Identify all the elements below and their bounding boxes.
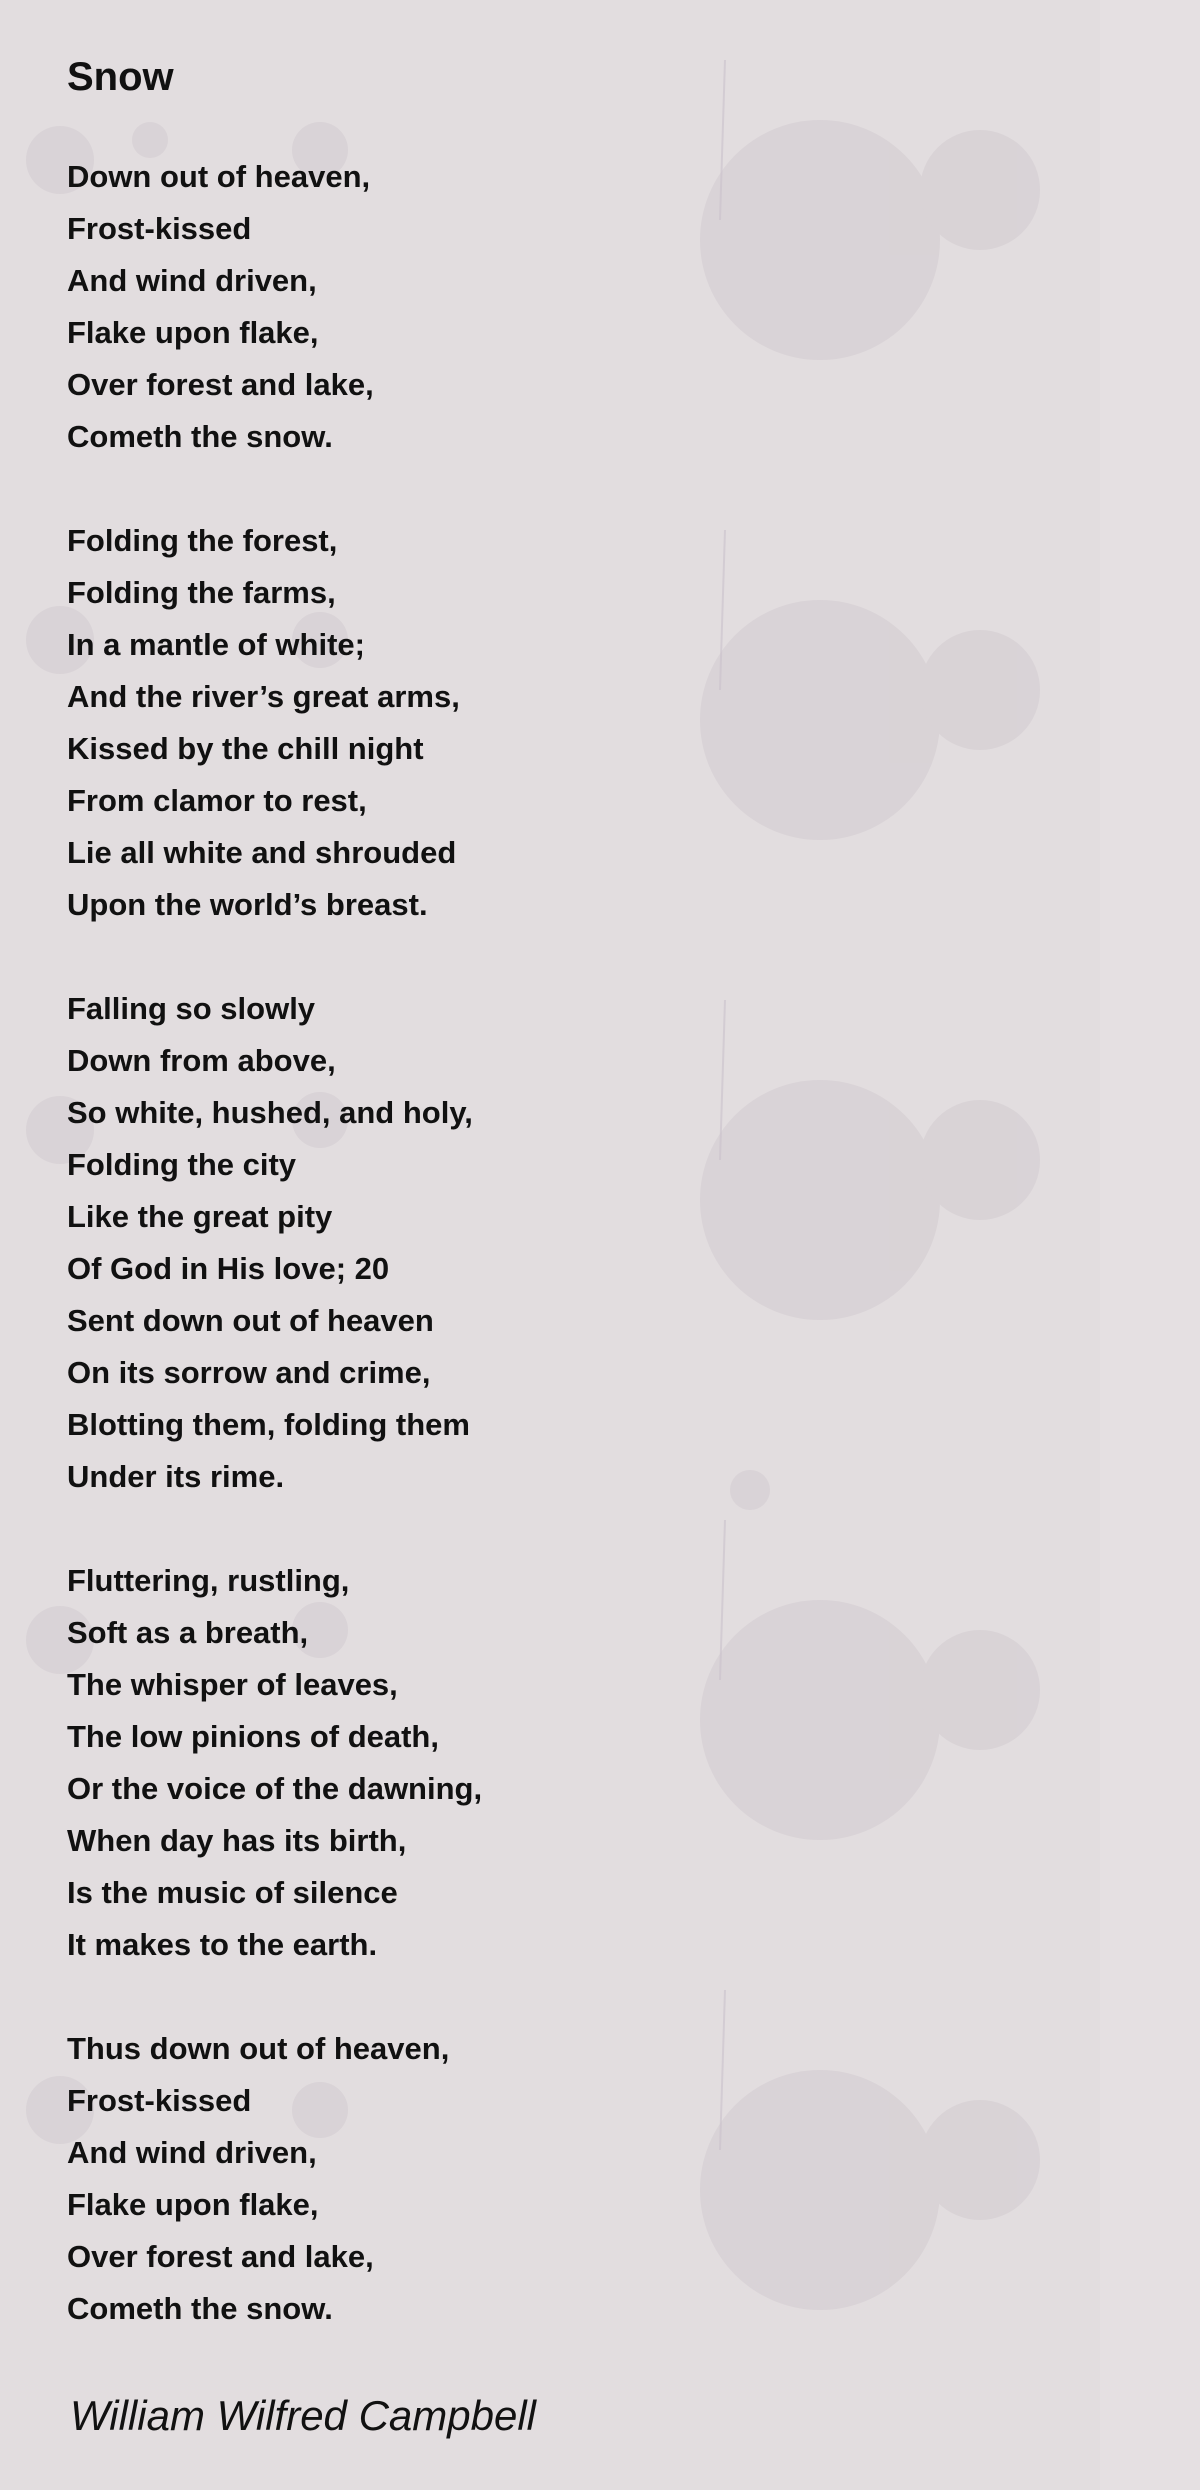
- poem-line: Under its rime.: [67, 1459, 285, 1494]
- poem-line: Lie all white and shrouded: [67, 835, 457, 870]
- stanza-3: [67, 983, 1200, 1503]
- poem-body: [67, 151, 1200, 2335]
- poem-line: Flake upon flake,: [67, 315, 319, 350]
- poem-line: Folding the farms,: [67, 575, 336, 610]
- stanza-4: [67, 1555, 1200, 1971]
- stanza-5: [67, 2023, 1200, 2335]
- poem-title: Snow: [67, 55, 174, 99]
- poem-line: Frost-kissed: [67, 2083, 252, 2118]
- poem-line: Upon the world’s breast.: [67, 887, 428, 922]
- poem-line: Kissed by the chill night: [67, 731, 424, 766]
- poem-line: Over forest and lake,: [67, 367, 374, 402]
- poem-line: Or the voice of the dawning,: [67, 1771, 483, 1806]
- poem-line: Thus down out of heaven,: [67, 2031, 450, 2066]
- poem-line: And wind driven,: [67, 263, 317, 298]
- poem-line: In a mantle of white;: [67, 627, 365, 662]
- poem-line: Soft as a breath,: [67, 1615, 309, 1650]
- poem-line: From clamor to rest,: [67, 783, 367, 818]
- poem-line: Like the great pity: [67, 1199, 333, 1234]
- poem-line: Cometh the snow.: [67, 419, 333, 454]
- poem-line: Fluttering, rustling,: [67, 1563, 350, 1598]
- poem-line: Cometh the snow.: [67, 2291, 333, 2326]
- stanza-1: [67, 151, 1200, 463]
- poem-line: Blotting them, folding them: [67, 1407, 470, 1442]
- poem-line: Of God in His love; 20: [67, 1251, 390, 1286]
- poem-line: Down from above,: [67, 1043, 336, 1078]
- poem-line: Folding the forest,: [67, 523, 338, 558]
- poem-line: Down out of heaven,: [67, 159, 371, 194]
- poem-line: The low pinions of death,: [67, 1719, 439, 1754]
- poem-line: Frost-kissed: [67, 211, 252, 246]
- poem-line: So white, hushed, and holy,: [67, 1095, 473, 1130]
- poem-line: The whisper of leaves,: [67, 1667, 398, 1702]
- poem-line: And wind driven,: [67, 2135, 317, 2170]
- poem-line: When day has its birth,: [67, 1823, 407, 1858]
- stanza-2: [67, 515, 1200, 931]
- poem-line: Sent down out of heaven: [67, 1303, 434, 1338]
- poem-line: Is the music of silence: [67, 1875, 398, 1910]
- poem-line: And the river’s great arms,: [67, 679, 460, 714]
- poem-line: Over forest and lake,: [67, 2239, 374, 2274]
- poem-line: Folding the city: [67, 1147, 297, 1182]
- poem-line: Flake upon flake,: [67, 2187, 319, 2222]
- poem-author: William Wilfred Campbell: [70, 2392, 536, 2439]
- poem-line: On its sorrow and crime,: [67, 1355, 431, 1390]
- poem-line: It makes to the earth.: [67, 1927, 378, 1962]
- poem-line: Falling so slowly: [67, 991, 316, 1026]
